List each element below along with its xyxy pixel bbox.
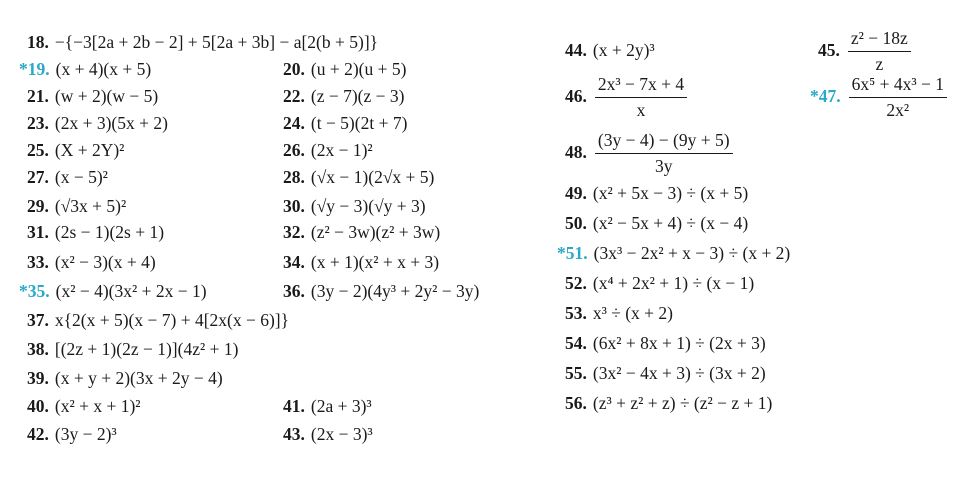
problem-50 xyxy=(565,215,748,233)
problem-24 xyxy=(283,115,407,133)
problem-number: 42. xyxy=(27,424,49,444)
problem-53 xyxy=(565,305,673,323)
problem-54 xyxy=(565,335,766,353)
problem-expression: −{−3[2a + 2b − 2] + 5[2a + 3b] − a[2(b + 5)]} xyxy=(54,32,379,52)
problem-number: *47. xyxy=(810,85,841,106)
problem-40 xyxy=(27,398,141,416)
problem-expression: (x − 5)² xyxy=(54,167,108,187)
problem-expression: (x² − 3)(x + 4) xyxy=(54,252,156,272)
problem-number: 56. xyxy=(565,393,587,413)
problem-expression: (z³ + z² + z) ÷ (z² − z + 1) xyxy=(592,393,773,413)
problem-number: 23. xyxy=(27,113,49,133)
problem-41 xyxy=(283,398,372,416)
problem-expression: (x² − 5x + 4) ÷ (x − 4) xyxy=(592,213,749,233)
problem-number: 48. xyxy=(565,141,587,162)
problem-49 xyxy=(565,185,748,203)
problem-expression: (z² − 3w)(z² + 3w) xyxy=(310,222,441,242)
problem-52 xyxy=(565,275,754,293)
problem-expression: x³ ÷ (x + 2) xyxy=(592,303,674,323)
fraction-numerator: 2x³ − 7x + 4 xyxy=(595,76,687,98)
problem-expression: (√y − 3)(√y + 3) xyxy=(310,196,426,216)
problem-number: 38. xyxy=(27,339,49,359)
problem-number: 53. xyxy=(565,303,587,323)
problem-29 xyxy=(27,198,126,216)
problem-number: 30. xyxy=(283,196,305,216)
problem-number: 41. xyxy=(283,396,305,416)
fraction xyxy=(595,76,687,119)
problem-25 xyxy=(27,142,124,160)
problem-number: 25. xyxy=(27,140,49,160)
problem-number: 40. xyxy=(27,396,49,416)
problem-35 xyxy=(19,283,207,301)
problem-33 xyxy=(27,254,156,272)
problem-28 xyxy=(283,169,434,187)
problem-number: 27. xyxy=(27,167,49,187)
problem-46 xyxy=(565,76,687,119)
problem-number: 34. xyxy=(283,252,305,272)
problem-34 xyxy=(283,254,439,272)
problem-48 xyxy=(565,132,733,175)
problem-number: 43. xyxy=(283,424,305,444)
problem-number: 33. xyxy=(27,252,49,272)
problem-43 xyxy=(283,426,373,444)
problem-expression: (x⁴ + 2x² + 1) ÷ (x − 1) xyxy=(592,273,755,293)
fraction xyxy=(595,132,733,175)
problem-expression: (√x − 1)(2√x + 5) xyxy=(310,167,435,187)
problem-expression: (3x² − 4x + 3) ÷ (3x + 2) xyxy=(592,363,766,383)
problem-expression: (√3x + 5)² xyxy=(54,196,127,216)
problem-30 xyxy=(283,198,426,216)
fraction-denominator: z xyxy=(875,53,884,74)
problem-23 xyxy=(27,115,168,133)
problem-expression: (3x³ − 2x² + x − 3) ÷ (x + 2) xyxy=(593,243,791,263)
problem-expression: x{2(x + 5)(x − 7) + 4[2x(x − 6)]} xyxy=(54,310,290,330)
problem-expression: (6x² + 8x + 1) ÷ (2x + 3) xyxy=(592,333,766,353)
problem-18 xyxy=(27,34,378,52)
fraction xyxy=(848,30,911,73)
problem-number: 39. xyxy=(27,368,49,388)
problem-number: *35. xyxy=(19,281,50,301)
problem-number: 22. xyxy=(283,86,305,106)
problem-expression: (3y − 2)³ xyxy=(54,424,117,444)
problem-number: 55. xyxy=(565,363,587,383)
problem-39 xyxy=(27,370,223,388)
problem-number: 20. xyxy=(283,59,305,79)
problem-expression: (x² + 5x − 3) ÷ (x + 5) xyxy=(592,183,749,203)
problem-number: 37. xyxy=(27,310,49,330)
problem-51 xyxy=(557,245,790,263)
fraction-denominator: x xyxy=(636,99,646,120)
problem-44 xyxy=(565,42,655,60)
problem-number: 44. xyxy=(565,40,587,60)
problem-22 xyxy=(283,88,404,106)
problem-expression: (X + 2Y)² xyxy=(54,140,125,160)
problem-expression: (x + 2y)³ xyxy=(592,40,655,60)
problem-number: 24. xyxy=(283,113,305,133)
problem-number: 54. xyxy=(565,333,587,353)
problem-42 xyxy=(27,426,117,444)
problem-20 xyxy=(283,61,406,79)
fraction-denominator: 2x² xyxy=(886,99,910,120)
problem-38 xyxy=(27,341,238,359)
problem-36 xyxy=(283,283,479,301)
problem-expression: (2x − 3)³ xyxy=(310,424,373,444)
problem-number: 31. xyxy=(27,222,49,242)
problem-expression: (w + 2)(w − 5) xyxy=(54,86,159,106)
fraction-numerator: (3y − 4) − (9y + 5) xyxy=(595,132,733,154)
problem-number: 49. xyxy=(565,183,587,203)
problem-expression: (t − 5)(2t + 7) xyxy=(310,113,408,133)
problem-number: 28. xyxy=(283,167,305,187)
problem-expression: (u + 2)(u + 5) xyxy=(310,59,407,79)
fraction-numerator: z² − 18z xyxy=(848,30,911,52)
problem-expression: (z − 7)(z − 3) xyxy=(310,86,405,106)
problem-55 xyxy=(565,365,766,383)
problem-26 xyxy=(283,142,373,160)
problem-number: *19. xyxy=(19,59,50,79)
problem-45 xyxy=(818,30,911,73)
problem-number: *51. xyxy=(557,243,588,263)
problem-number: 45. xyxy=(818,39,840,60)
problem-expression: (2x + 3)(5x + 2) xyxy=(54,113,168,133)
problem-21 xyxy=(27,88,158,106)
problem-number: 32. xyxy=(283,222,305,242)
fraction-numerator: 6x⁵ + 4x³ − 1 xyxy=(849,76,947,98)
problem-32 xyxy=(283,224,440,242)
problem-number: 52. xyxy=(565,273,587,293)
problem-31 xyxy=(27,224,164,242)
problem-number: 18. xyxy=(27,32,49,52)
problem-number: 50. xyxy=(565,213,587,233)
problem-37 xyxy=(27,312,289,330)
problem-expression: (3y − 2)(4y³ + 2y² − 3y) xyxy=(310,281,480,301)
problem-expression: (2a + 3)³ xyxy=(310,396,372,416)
problem-19 xyxy=(19,61,151,79)
problem-expression: (x² + x + 1)² xyxy=(54,396,141,416)
fraction-denominator: 3y xyxy=(654,155,673,176)
problem-number: 46. xyxy=(565,85,587,106)
problem-expression: (2x − 1)² xyxy=(310,140,373,160)
problem-expression: (2s − 1)(2s + 1) xyxy=(54,222,165,242)
problem-56 xyxy=(565,395,772,413)
problem-27 xyxy=(27,169,108,187)
problem-expression: (x + 1)(x² + x + 3) xyxy=(310,252,440,272)
problem-expression: (x + y + 2)(3x + 2y − 4) xyxy=(54,368,223,388)
fraction xyxy=(849,76,947,119)
problem-expression: (x + 4)(x + 5) xyxy=(55,59,152,79)
problem-expression: [(2z + 1)(2z − 1)](4z² + 1) xyxy=(54,339,239,359)
problem-47 xyxy=(810,76,947,119)
problem-number: 36. xyxy=(283,281,305,301)
problem-number: 21. xyxy=(27,86,49,106)
problem-number: 29. xyxy=(27,196,49,216)
problem-expression: (x² − 4)(3x² + 2x − 1) xyxy=(55,281,207,301)
problem-number: 26. xyxy=(283,140,305,160)
